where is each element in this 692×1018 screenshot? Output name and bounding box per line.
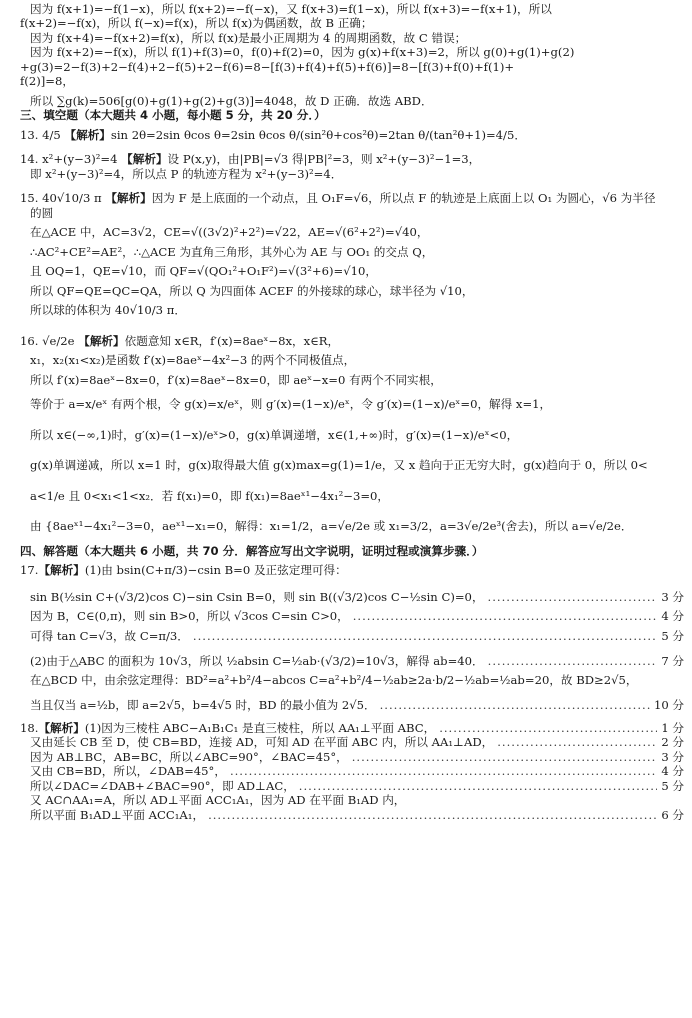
- leader-dots: [193, 627, 657, 647]
- scored-step: [20, 735, 684, 749]
- answer-page: [20, 2, 684, 822]
- scored-step: [20, 607, 684, 627]
- leader-dots: [299, 779, 658, 793]
- analysis-tag: 【解析】: [78, 333, 125, 348]
- text-line: 等价于 a=x/eˣ 有两个根，令 g(x)=x/eˣ，则 g′(x)=(1−x)/eˣ，令 g′(x)=(1−x)/eˣ=0，解得 x=1，: [30, 397, 552, 412]
- text-line: 因为 f(x+2)=−f(x)，所以 f(1)+f(3)=0，f(0)+f(2)=0，因为 g(x)+f(x+3)=2，所以 g(0)+g(1)+g(2): [30, 45, 575, 60]
- text-line: 在△BCD 中，由余弦定理得：BD²=a²+b²/4−abcos C=a²+b²/4−½ab≥2a·b/2−½ab=½ab=20，故 BD≥2√5，: [30, 673, 638, 688]
- text-line: 因为 f(x+4)=−f(x+2)=f(x)，所以 f(x)是最小正周期为 4 的周期函数，故 C 错误；: [30, 30, 467, 45]
- text-line: x₁，x₂(x₁<x₂)是函数 f′(x)=8aeˣ−4x²−3 的两个不同极值点，: [30, 353, 356, 368]
- question-number: 13.: [20, 127, 39, 142]
- step-score: 5 分: [661, 628, 684, 643]
- solution-text: sin 2θ=2sin θcos θ=2sin θcos θ/(sin²θ+cos²θ)=2tan θ/(tan²θ+1)=4/5．: [110, 127, 526, 142]
- previous-solution-continuation: [20, 2, 684, 108]
- text-line: 所以 QF=QE=QC=QA，所以 Q 为四面体 ACEF 的外接球的球心，球半径为 √10，: [30, 283, 474, 298]
- question-17: [20, 563, 684, 577]
- text-line: 所以 f′(x)=8aeˣ−8x=0，f′(x)=8aeˣ−8x=0，即 aeˣ−x=0 有两个不同实根，: [30, 372, 442, 387]
- leader-dots: [488, 652, 658, 672]
- solution-text: (1)由 bsin(C+π/3)−csin B=0 及正弦定理可得：: [84, 563, 347, 578]
- text-line: 即 x²+(y−3)²=4，所以点 P 的轨迹方程为 x²+(y−3)²=4．: [30, 166, 343, 181]
- scored-step: [20, 696, 684, 716]
- question-number: 18.: [20, 720, 39, 735]
- text-line: f(2)]=8，: [20, 74, 74, 89]
- step-text: 因为 AB⊥BC，AB=BC，所以∠ABC=90°，∠BAC=45°，: [30, 749, 348, 764]
- text-line: 所以 x∈(−∞,1)时，g′(x)=(1−x)/eˣ>0，g(x)单调递增，x∈(1,+∞)时，g′(x)=(1−x)/eˣ<0，: [30, 427, 519, 442]
- question-14: [20, 152, 684, 166]
- section-heading-solutions: 四、解答题（本大题共 6 小题，共 70 分．解答应写出文字说明，证明过程或演算步骤．）: [20, 543, 484, 558]
- leader-dots: [488, 588, 658, 608]
- section-heading-fill-in: 三、填空题（本大题共 4 小题，每小题 5 分，共 20 分．）: [20, 108, 326, 123]
- question-16: [20, 334, 684, 348]
- answer: 4/5: [42, 127, 61, 142]
- step-score: 1 分: [661, 720, 684, 735]
- step-score: 7 分: [661, 653, 684, 668]
- question-number: 15.: [20, 191, 39, 206]
- analysis-tag: 【解析】: [105, 191, 152, 206]
- leader-dots: [352, 750, 658, 764]
- step-score: 4 分: [661, 609, 684, 624]
- scored-step: [20, 652, 684, 672]
- step-text: 又由延长 CB 至 D，使 CB=BD，连接 AD，可知 AD 在平面 ABC 内，所以 AA₁⊥AD，: [30, 735, 494, 750]
- solution-text: 依题意知 x∈R，f′(x)=8aeˣ−8x，x∈R，: [124, 333, 340, 348]
- question-number: 16.: [20, 333, 39, 348]
- step-text: (2)由于△ABC 的面积为 10√3，所以 ½absin C=½ab·(√3/2)=10√3，解得 ab=40．: [30, 653, 484, 668]
- step-text: 可得 tan C=√3，故 C=π/3．: [30, 628, 189, 643]
- analysis-tag: 【解析】: [64, 127, 111, 142]
- leader-dots: [380, 696, 650, 716]
- text-line: +g(3)=2−f(3)+2−f(4)+2−f(5)+2−f(6)=8−[f(3)+f(4)+f(5)+f(6)]=8−[f(3)+f(0)+f(1)+: [20, 59, 515, 74]
- step-text: (1)因为三棱柱 ABC−A₁B₁C₁ 是直三棱柱，所以 AA₁⊥平面 ABC，: [84, 720, 436, 735]
- answer: x²+(y−3)²=4: [42, 152, 118, 167]
- question-13: [20, 128, 684, 142]
- analysis-tag: 【解析】: [38, 720, 85, 735]
- solution-text: 设 P(x,y)，由|PB|=√3 得|PB|²=3，则 x²+(y−3)²−1=3，: [167, 152, 481, 167]
- question-18: [20, 721, 684, 735]
- step-score: 3 分: [661, 749, 684, 764]
- scored-step: [20, 764, 684, 778]
- analysis-tag: 【解析】: [121, 152, 168, 167]
- question-number: 17.: [20, 563, 39, 578]
- scored-step: [20, 750, 684, 764]
- text-line: 且 OQ=1，QE=√10，而 QF=√(QO₁²+O₁F²)=√(3²+6)=√10，: [30, 264, 377, 279]
- text-line: g(x)单调递减，所以 x=1 时，g(x)取得最大值 g(x)max=g(1)=1/e，又 x 趋向于正无穷大时，g(x)趋向于 0，所以 0<: [30, 458, 648, 473]
- step-score: 6 分: [661, 807, 684, 822]
- text-line: a<1/e 且 0<x₁<1<x₂．若 f(x₁)=0，即 f(x₁)=8aeˣ¹−4x₁²−3=0，: [30, 488, 390, 503]
- scored-step: [20, 779, 684, 793]
- step-score: 4 分: [661, 764, 684, 779]
- question-15: [20, 191, 684, 205]
- leader-dots: [230, 764, 657, 778]
- leader-dots: [208, 808, 657, 822]
- step-text: 因为 B，C∈(0,π)，则 sin B>0，所以 √3cos C=sin C>0，: [30, 609, 349, 624]
- question-number: 14.: [20, 152, 39, 167]
- step-text: 当且仅当 a=½b，即 a=2√5，b=4√5 时，BD 的最小值为 2√5．: [30, 698, 376, 713]
- leader-dots: [353, 607, 658, 627]
- solution-text: 因为 F 是上底面的一个动点，且 O₁F=√6，所以点 F 的轨迹是上底面上以 O₁ 为圆心，√6 为半径: [151, 191, 656, 206]
- analysis-tag: 【解析】: [38, 563, 85, 578]
- text-line: 又 AC∩AA₁=A，所以 AD⊥平面 ACC₁A₁，因为 AD 在平面 B₁AD 内，: [30, 793, 406, 808]
- step-score: 3 分: [661, 589, 684, 604]
- text-line: ∴AC²+CE²=AE²，∴△ACE 为直角三角形，其外心为 AE 与 OO₁ 的交点 Q，: [30, 244, 434, 259]
- scored-step: [20, 627, 684, 647]
- leader-dots: [497, 735, 657, 749]
- scored-step: [20, 588, 684, 608]
- text-line: 因为 f(x+1)=−f(1−x)，所以 f(x+2)=−f(−x)，又 f(x+3)=f(1−x)，所以 f(x+3)=−f(x+1)，所以: [30, 2, 552, 16]
- text-line: 所以球的体积为 40√10/3 π．: [30, 303, 186, 318]
- text-line: 由 {8aeˣ¹−4x₁²−3=0，aeˣ¹−x₁=0，解得：x₁=1/2，a=√e/2e 或 x₁=3/2，a=3√e/2e³(舍去)，所以 a=√e/2e．: [30, 519, 633, 534]
- leader-dots: [439, 721, 657, 735]
- text-line: 在△ACE 中，AC=3√2，CE=√((3√2)²+2²)=√22，AE=√(6²+2²)=√40，: [30, 225, 429, 240]
- scored-step: [20, 808, 684, 822]
- step-text: sin B(½sin C+(√3/2)cos C)−sin Csin B=0，则 sin B((√3/2)cos C−½sin C)=0，: [30, 589, 484, 604]
- step-score: 10 分: [653, 698, 684, 713]
- text-line: f(x+2)=−f(x)，所以 f(−x)=f(x)，所以 f(x)为偶函数，故 B 正确；: [20, 16, 373, 31]
- step-text: 所以平面 B₁AD⊥平面 ACC₁A₁，: [30, 807, 205, 822]
- step-score: 2 分: [661, 735, 684, 750]
- answer: 40√10/3 π: [42, 191, 102, 206]
- step-score: 5 分: [661, 778, 684, 793]
- step-text: 所以∠DAC=∠DAB+∠BAC=90°，即 AD⊥AC，: [30, 778, 295, 793]
- step-text: 又由 CB=BD，所以，∠DAB=45°，: [30, 764, 226, 779]
- text-line: 所以 ∑g(k)=506[g(0)+g(1)+g(2)+g(3)]=4048，故 D 正确．故选 ABD．: [30, 93, 433, 108]
- text-line: 的圆: [30, 205, 54, 220]
- answer: √e/2e: [42, 333, 75, 348]
